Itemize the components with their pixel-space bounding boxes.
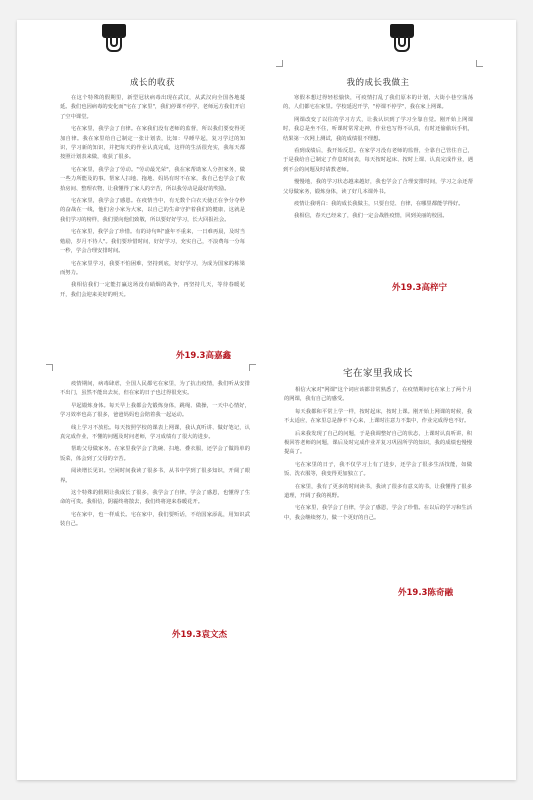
essay-title: 成长的收获 xyxy=(129,78,175,88)
essay-paragraph: 这个特殊的假期让我成长了很多，我学会了自律，学会了感恩，也懂得了生命的可贵。我相信，阴霾终将散去，我们终将迎来春暖花开。 xyxy=(60,490,250,506)
binder-clip-icon xyxy=(388,24,416,54)
essay-paragraph: 每天我都和平常上学一样，按时起床，按时上课。刚开始上网课的时候，我不太适应，在家里总是静不下心来，上课时注意力不集中，作业完成得也不好。 xyxy=(284,408,472,425)
essay-paragraph: 宅在家里，我学会了自律，学会了感恩，学会了珍惜。在以后的学习和生活中，我会继续努力，做一个更好的自己。 xyxy=(284,505,472,521)
essay-paragraph: 早起锻炼身体。每天早上我都会先锻炼身体，跳绳、做操，一天中心情好，学习效率也高了很多，爸爸妈妈也会陪着我一起运动。 xyxy=(60,402,250,419)
binder-clip-icon xyxy=(100,24,128,54)
essay-paragraph: 我相信，春天已经来了，我们一定会战胜疫情，回到美丽的校园。 xyxy=(294,213,448,220)
essay-top-right xyxy=(283,76,473,225)
essay-paragraph: 在家里，我有了更多的时间读书，我读了很多有意义的书，让我懂得了很多道理，开阔了我的视野。 xyxy=(284,483,472,500)
essay-paragraph: 慢慢地，我的学习状态越来越好，我也学会了合理安排时间，学习之余还帮父母做家务，锻炼身体，读了好几本课外书。 xyxy=(283,179,473,195)
essay-title: 宅在家里我成长 xyxy=(342,368,413,379)
student-signature: 外19.3陈奇融 xyxy=(398,588,453,598)
essay-paragraph: 看到成绩后，我开始反思。在家学习没有老师的监督，全靠自己管住自己，于是我给自己制定了作息时间表，每天按时起床、按时上课、认真完成作业，遇到不会的问题及时请教老师。 xyxy=(283,148,473,173)
corner-mark xyxy=(276,60,283,67)
essay-bottom-left xyxy=(60,380,250,533)
essay-paragraph: 宅在家中，也一样成长。宅在家中，我们要听话，不给国家添乱，用知识武装自己。 xyxy=(60,511,250,528)
essay-paragraph: 宅在家里，我学会了珍惜。有的诗句叫"盛年不重来，一日难再晨，及时当勉励，岁月不待人"。我们要珍惜时间，好好学习，充实自己，不浪费每一分每一秒，学会合理安排时间。 xyxy=(60,229,245,255)
essay-paragraph: 疫情期间，病毒肆虐，全国人民都宅在家里，为了抗击疫情，我们听从安排不出门，虽然不能出去玩，但在家的日子也过得很充实。 xyxy=(60,381,250,397)
essay-paragraph: 帮助父母做家务。在家里我学会了洗碗、扫地、叠衣服，还学会了做简单的饭菜，体会到了父母的辛苦。 xyxy=(60,446,250,462)
corner-mark xyxy=(249,364,256,371)
essay-paragraph: 在这个特殊的假期里，新型冠状病毒出现在武汉，从武汉向全国各地蔓延。我们也因病毒的变化而"宅在了家里"，我们停课不停学，老师远方我们开启了空中课堂。 xyxy=(60,95,245,120)
student-signature: 外19.3高梓宁 xyxy=(392,283,447,293)
essay-paragraph: 阅读增长见识。空闲时间我读了很多书，从书中学到了很多知识，开阔了眼界。 xyxy=(60,468,250,484)
essay-bottom-right xyxy=(284,365,472,526)
student-signature: 外19.3高嘉鑫 xyxy=(176,351,231,361)
essay-paragraph: 宅在家里，我学会了自律。在家我们没有老师的监督，所以我们要变得更加自律。我在家里给自己制定一张计划表，比如：早睡早起，复习学过的知识，学习新的知识，并把每天的作业认真完成，这样的生活很充实，我每天都按照计划表来做，收获了很多。 xyxy=(60,126,245,161)
student-signature: 外19.3袁文杰 xyxy=(172,630,227,640)
essay-paragraph: 我相信我们一定能打赢这场没有硝烟的战争，再坚持几天，等待春暖花开，我们会迎来美好的明天。 xyxy=(60,282,245,298)
essay-paragraph: 宅在家里，我学会了感恩。在疫情当中，有无数个白衣天使正在争分夺秒的奋战在一线，他们舍小家为大家，以自己的生命守护着我们的健康，这就是我们学习的榜样，我们要向他们致敬，所以要好好学习，长大回报社会。 xyxy=(60,198,245,223)
essay-paragraph: 相信大家对"网课"这个词应该都非常熟悉了，在疫情期间宅在家上了两个月的网课，我有自己的感受。 xyxy=(284,387,472,403)
essay-top-left xyxy=(60,76,245,303)
corner-mark xyxy=(46,364,53,371)
essay-paragraph: 寒假本想过得轻松愉快，可疫情打乱了我们原本的计划，大街小巷空荡荡的，人们都宅在家里。学校延迟开学，"停课不停学"，我在家上网课。 xyxy=(283,95,473,111)
essay-paragraph: 宅在家里学习，我要不怕困难，坚持到底，好好学习，为成为国家的栋梁而努力。 xyxy=(60,260,245,276)
corner-mark xyxy=(476,60,483,67)
essay-paragraph: 线上学习不放松。每天按照学校的课表上网课，我认真听讲、做好笔记，认真完成作业，不懂的问题及时问老师，学习成绩有了很大的进步。 xyxy=(60,424,250,441)
essay-paragraph: 网课改变了以往的学习方式，让我认识到了学习全靠自觉。刚开始上网课时，我总是坐不住，听课时常常走神，作业也写得不认真，有时还偷偷玩手机，结果第一次网上测试，我的成绩很不理想。 xyxy=(283,116,473,142)
essay-title: 我的成长我做主 xyxy=(346,78,410,88)
essay-paragraph: 疫情让我明白：我的成长我做主，只要自觉、自律，在哪里都能学得好。 xyxy=(294,201,464,208)
essay-paragraph: 后来我发现了自己的问题，于是我调整好自己的状态，上课时认真听讲，积极回答老师的问题，课后及时完成作业并复习巩固所学的知识，我的成绩也慢慢提高了。 xyxy=(284,430,472,456)
essay-paragraph: 宅在家里的日子，我不仅学习上有了进步，还学会了很多生活技能，如做饭、洗衣服等，我变得更加独立了。 xyxy=(284,461,472,478)
essay-paragraph: 宅在家里，我学会了劳动。"劳动最光荣"，我在家帮助家人分担家务，做一些力所能及的事。帮家人扫地、拖地、妈妈有时不在家，我自己也学会了收拾房间、整理衣物，让我懂得了家人的辛苦，所以我劳动是最好的奖励。 xyxy=(60,166,245,192)
